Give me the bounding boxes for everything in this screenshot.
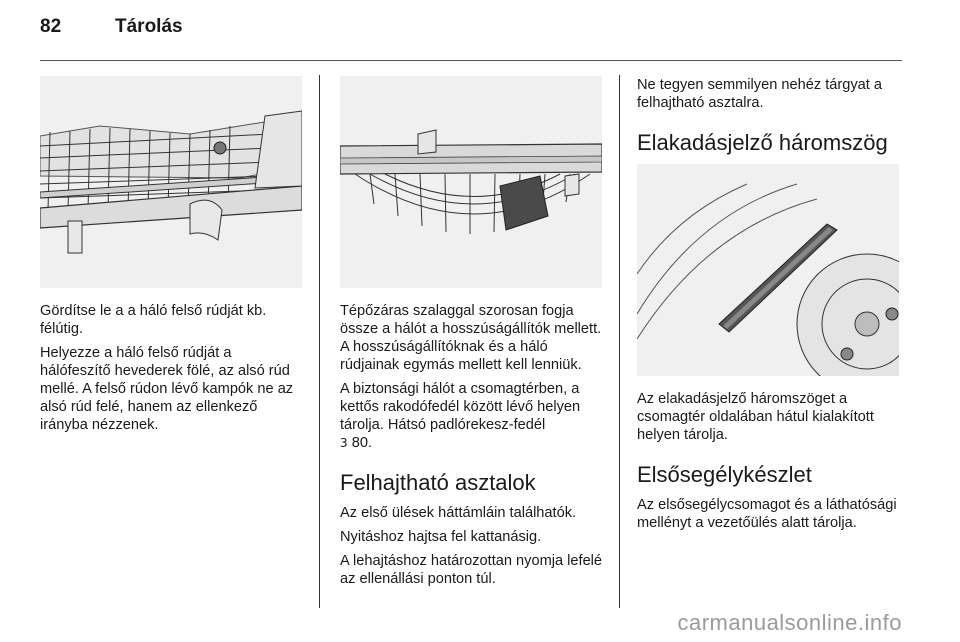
col2-paragraph-1: Tépőzáras szalaggal szorosan fogja össze a hálót a hosszúságállítók mellett. A hosszúságállítóknak és a háló rúdjainak egymás mellett kell lenniük.	[340, 303, 602, 373]
heading-first-aid-kit: Elsősegélykészlet	[637, 462, 812, 487]
page-reference-arrow: 3	[340, 436, 348, 450]
col2-paragraph-4: Nyitáshoz hajtsa fel kattanásig.	[340, 529, 542, 545]
figure-net-strap	[340, 76, 602, 288]
page-number: 82	[40, 16, 62, 37]
header-rule	[40, 60, 902, 61]
page-reference-number[interactable]: 80.	[351, 435, 372, 451]
section-title: Tárolás	[115, 16, 183, 37]
col2-paragraph-2: A biztonsági hálót a csomagtérben, a kettős rakodófedél között lévő helyen tárolja. Hátsó padlórekesz-fedél 3 80.	[340, 381, 581, 451]
column-2	[340, 76, 608, 594]
figure-net-roll	[40, 76, 302, 288]
col1-paragraph-2: Helyezze a háló felső rúdját a hálófeszítő hevederek fölé, az alsó rúd mellé. A felső rúdon lévő kampók ne az alsó rúd felé, hanem az ellenkező irányba nézzenek.	[40, 345, 294, 433]
col3-paragraph-0: Ne tegyen semmilyen nehéz tárgyat a felhajtható asztalra.	[637, 77, 882, 111]
column-divider-2	[619, 75, 620, 608]
col3-paragraph-1: Az elakadásjelző háromszöget a csomagtér oldalában hátul kialakított helyen tárolja.	[637, 391, 874, 443]
column-divider-1	[319, 75, 320, 608]
warning-triangle-illustration	[637, 164, 899, 376]
column-1	[40, 76, 305, 440]
watermark: carmanualsonline.info	[677, 610, 902, 635]
column-3	[637, 76, 905, 538]
col3-paragraph-2: Az elsősegélycsomagot és a láthatósági mellényt a vezetőülés alatt tárolja.	[637, 497, 897, 531]
figure-warning-triangle	[637, 164, 899, 376]
col1-paragraph-1: Gördítse le a a háló felső rúdját kb. félútig.	[40, 303, 267, 337]
net-roll-illustration	[40, 76, 302, 288]
net-strap-illustration	[340, 76, 602, 288]
col2-paragraph-3: Az első ülések háttámláin találhatók.	[340, 505, 577, 521]
heading-folding-tables: Felhajtható asztalok	[340, 470, 536, 495]
heading-warning-triangle: Elakadásjelző háromszög	[637, 130, 888, 155]
col2-paragraph-5: A lehajtáshoz határozottan nyomja lefelé az ellenállási ponton túl.	[340, 553, 603, 587]
